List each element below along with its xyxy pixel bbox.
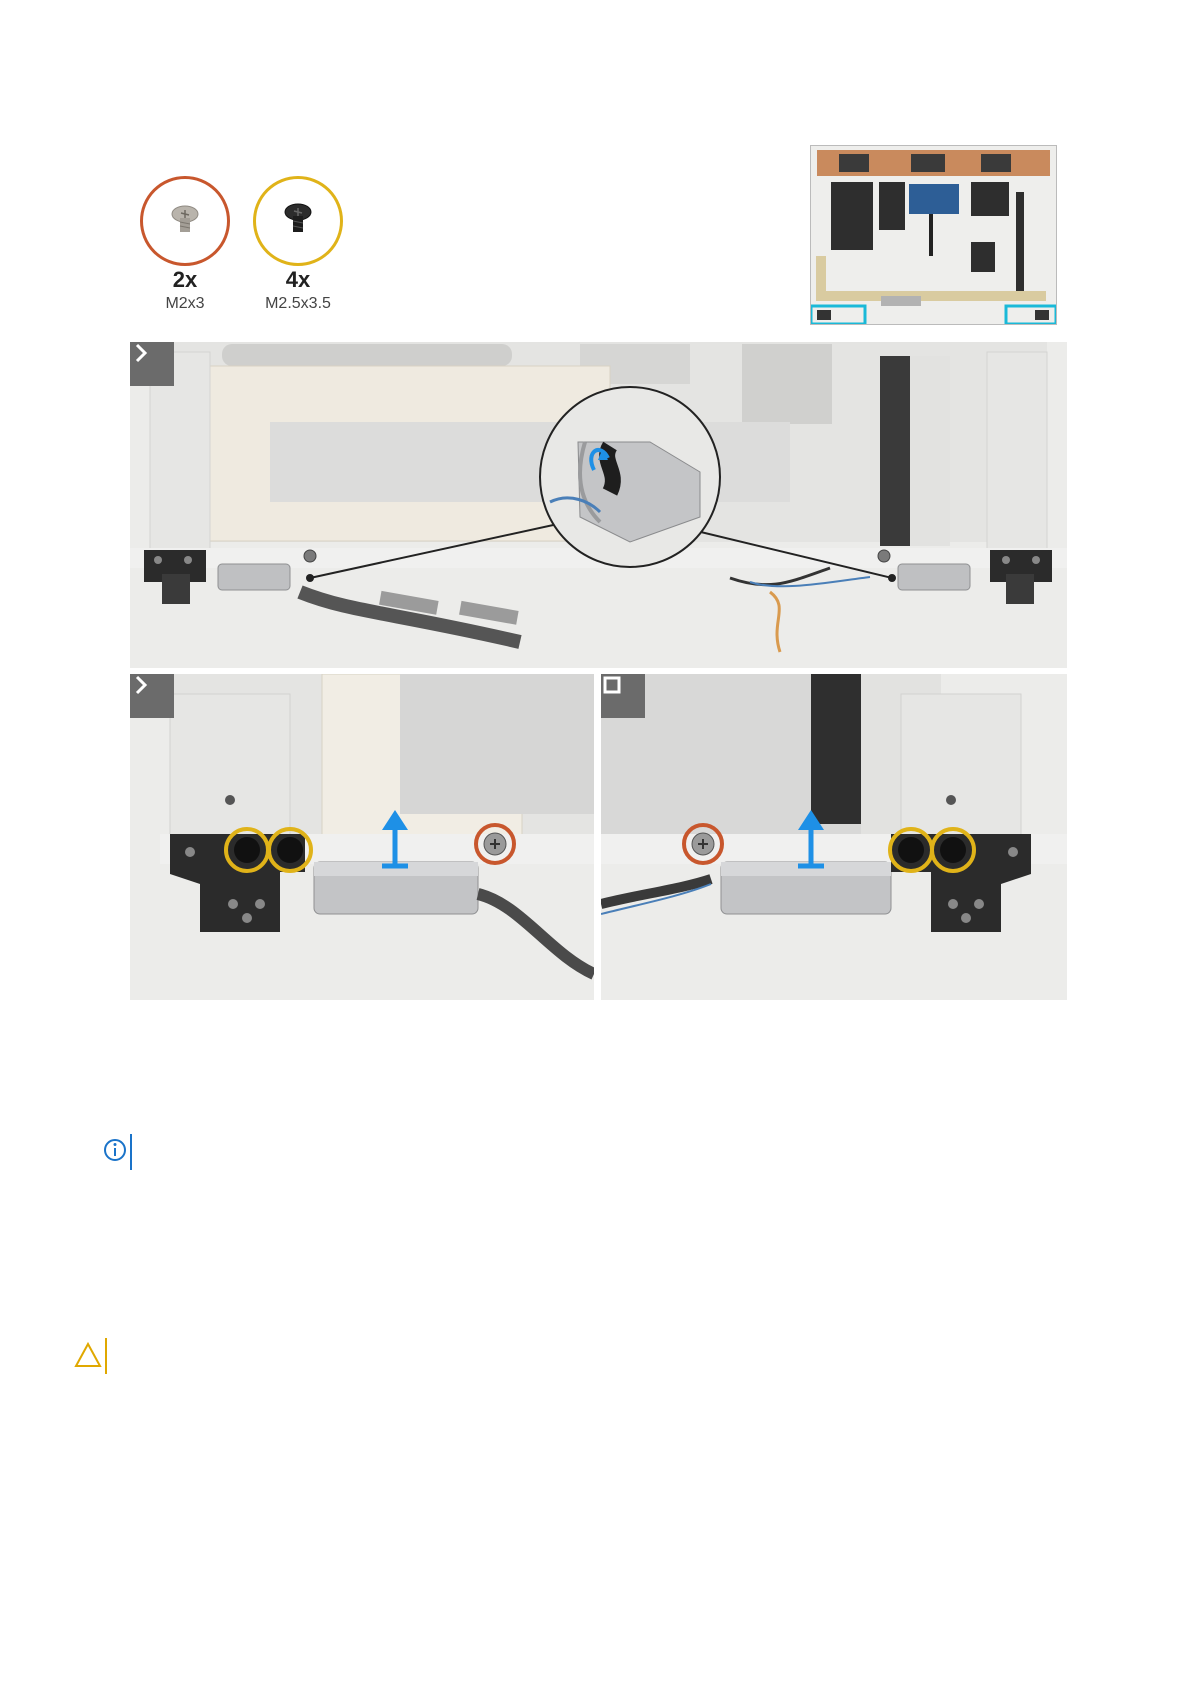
step-2-image: [130, 674, 594, 1000]
screw-black-icon: [256, 179, 340, 263]
screw-m25x35-ring: [253, 176, 343, 266]
warning-triangle-icon: [74, 1338, 108, 1379]
screw-m2x3-ring: [140, 176, 230, 266]
display-assembly-thumbnail: [810, 145, 1057, 325]
screw-m25x35-count: 4x: [285, 267, 311, 292]
info-icon: [103, 1134, 133, 1175]
screw-m2x3-size: M2x3: [165, 295, 205, 312]
chevron-right-icon: [130, 674, 152, 696]
screw-silver-icon: [143, 179, 227, 263]
screw-m25x35-size: M2.5x3.5: [265, 295, 331, 312]
screw-m2x3-count: 2x: [172, 267, 198, 292]
chevron-right-icon: [130, 342, 152, 364]
step-3-badge: [601, 674, 645, 718]
step-3-image: [601, 674, 1067, 1000]
step-1-badge: [130, 342, 174, 386]
step-1-image: [130, 342, 1067, 668]
step-2-badge: [130, 674, 174, 718]
stop-square-icon: [601, 674, 623, 696]
